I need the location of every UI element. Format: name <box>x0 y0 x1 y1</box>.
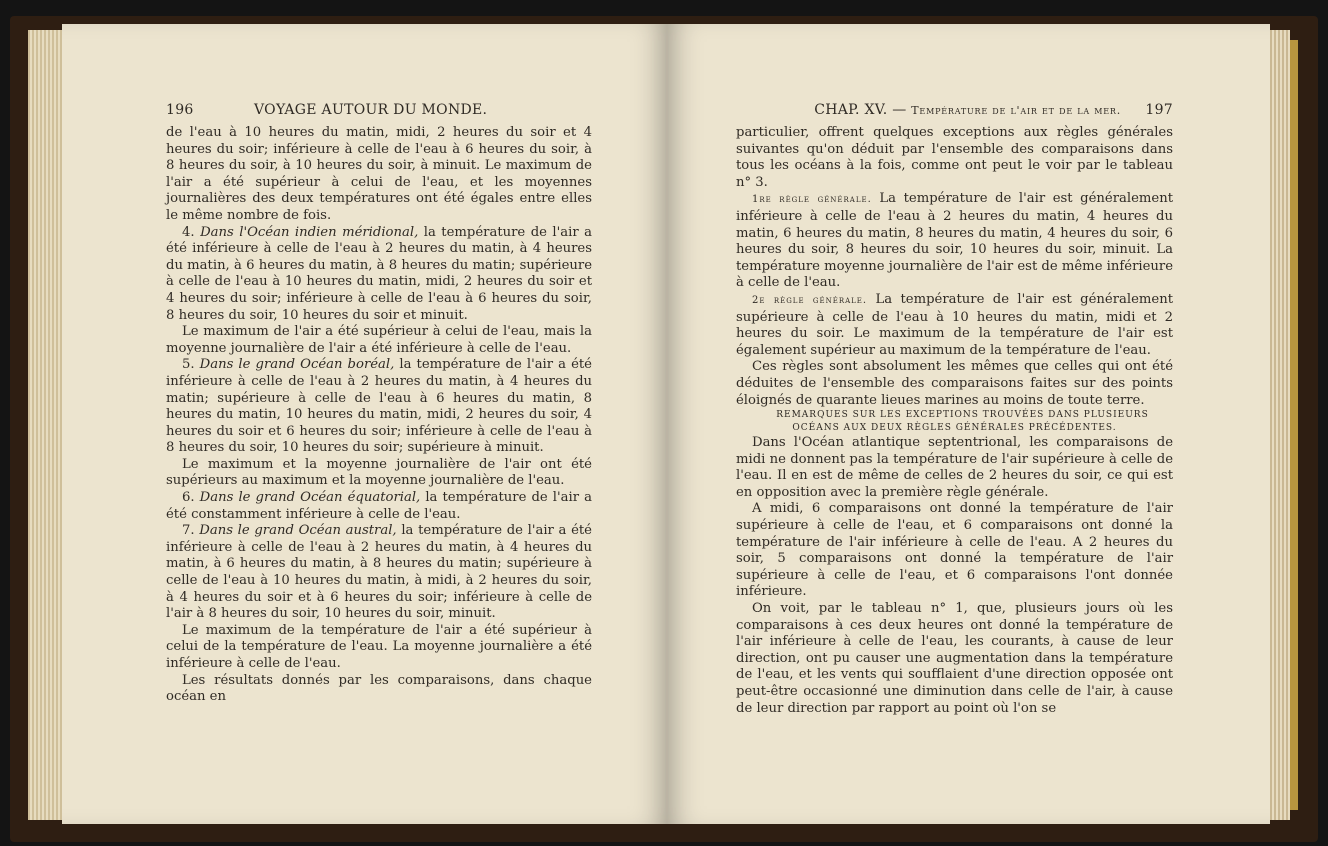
paragraph: Le maximum et la moyenne journalière de l'air ont été supérieurs au maximum et la moyenne journalière de l'eau. <box>166 456 592 489</box>
paragraph: Ces règles sont absolument les mêmes que celles qui ont été déduites de l'ensemble des comparaisons faites sur des points éloignés de quarante lieues marines au moins de toute terre. <box>736 359 1173 408</box>
paragraph: Le maximum de l'air a été supérieur à celui de l'eau, mais la moyenne journalière de l'air a été inférieure à celle de l'eau. <box>166 324 592 356</box>
rule-1-text: La température de l'air est généralement inférieure à celle de l'eau à 2 heures du matin, 4 heures du matin, 6 heures du matin, 8 heures du matin, 4 heures du soir, 6 heures du soir, 8 heures du soir, 10 heures du soir, minuit. La température moyenne journalière de l'air est de même inférieure à celle de l'eau. <box>736 191 1174 291</box>
paragraph-text: la température de l'air a été inférieure à celle de l'eau à 2 heures du matin, à 4 heures du matin, à 6 heures du matin, à 8 heures du matin; supérieure à celle de l'eau à 10 heures du matin, midi, 2 heures du soir et 4 heures du soir; inférieure à celle de l'eau à 6 heures du soir, 8 heures du soir, 10 heures du soir et minuit. <box>166 224 592 323</box>
left-page-number: 196 <box>166 102 194 118</box>
rule-2-label: 2e règle générale. <box>752 294 868 306</box>
item-number: 6. <box>182 490 195 506</box>
item-number: 4. <box>182 224 195 240</box>
paragraph-equatorial-ocean <box>166 490 592 523</box>
item-number: 5. <box>182 357 195 373</box>
left-page-body <box>166 125 592 706</box>
page-edges-right <box>1268 30 1290 820</box>
paragraph-indian-ocean <box>166 225 592 325</box>
paragraph-boreal-ocean <box>166 357 592 457</box>
paragraph: de l'eau à 10 heures du matin, midi, 2 heures du soir et 4 heures du soir; inférieure à celle de l'eau à 6 heures du soir, à 8 heures du soir, à 10 heures du soir, à minuit. Le maximum de l'air a été supérieur à celui de l'eau, et les moyennes journalières des deux températures ont été égales entre elles le même nombre de fois. <box>166 125 592 223</box>
rule-2-text: La température de l'air est généralement supérieure à celle de l'eau à 10 heures du matin, midi et 2 heures du soir. Le maximum de la température de l'air est également supérieur au maximum de la température de l'eau. <box>736 291 1174 358</box>
rule-1 <box>736 191 1173 292</box>
right-page <box>667 24 1270 824</box>
left-running-title: VOYAGE AUTOUR DU MONDE. <box>254 102 488 118</box>
left-page <box>62 24 667 824</box>
paragraph: Les résultats donnés par les comparaisons, dans chaque océan en <box>166 672 592 705</box>
chapter-label: CHAP. XV. — <box>814 102 912 118</box>
ocean-name: Dans le grand Océan austral, <box>199 523 397 539</box>
right-page-header <box>736 102 1173 122</box>
paragraph: Dans l'Océan atlantique septentrional, les comparaisons de midi ne donnent pas la température de l'air supérieure à celle de l'eau. Il en est de même de celles de 2 heures du soir, ce qui est en opposition avec la première règle générale. <box>736 435 1173 500</box>
paragraph-austral-ocean <box>166 523 592 623</box>
paragraph: A midi, 6 comparaisons ont donné la température de l'air supérieure à celle de l'eau, et 6 comparaisons ont donné la température de l'air inférieure à celle de l'eau. A 2 heures du soir, 5 comparaisons ont donné la température de l'air supérieure à celle de l'eau, et 6 comparaisons l'ont donnée inférieure. <box>736 501 1173 600</box>
section-heading: REMARQUES SUR LES EXCEPTIONS TROUVÉES DANS PLUSIEURS OCÉANS AUX DEUX RÈGLES GÉNÉRALES PRÉCÉDENTES. <box>776 410 1149 434</box>
paragraph-text: la température de l'air a été constamment inférieure à celle de l'eau. <box>166 490 592 522</box>
gilt-edge <box>1290 40 1298 810</box>
ocean-name: Dans l'Océan indien méridional, <box>200 224 419 240</box>
paragraph: particulier, offrent quelques exceptions aux règles générales suivantes qu'on déduit par l'ensemble des comparaisons dans tous les océans à la fois, comme ont peut le voir par le tableau n° 3. <box>736 125 1173 190</box>
ocean-name: Dans le grand Océan équatorial, <box>199 490 421 506</box>
chapter-title: Température de l'air et de la mer. <box>911 104 1121 117</box>
ocean-name: Dans le grand Océan boréal, <box>199 357 395 373</box>
item-number: 7. <box>182 523 195 539</box>
paragraph: On voit, par le tableau n° 1, que, plusieurs jours où les comparaisons à ces deux heures ont donné la température de l'air inférieure à celle de l'eau, les courants, à cause de leur direction, ont pu causer une augmentation dans la température de l'eau, et les vents qui soufflaient d'une direction opposée ont peut-être occasionné une diminution dans celle de l'air, à cause de leur direction par rapport au point où l'on se <box>736 601 1173 716</box>
paragraph: Le maximum de la température de l'air a été supérieur à celui de la température de l'eau. La moyenne journalière a été inférieure à celle de l'eau. <box>166 622 592 671</box>
right-page-number: 197 <box>1145 102 1173 118</box>
paragraph-text: la température de l'air a été inférieure à celle de l'eau à 2 heures du matin, à 4 heures du matin; supérieure à celle de l'eau à 6 heures du matin, 8 heures du matin, 10 heures du matin, midi, 2 heures du soir, 4 heures du soir et 6 heures du soir; inférieure à celle de l'eau à 8 heures du soir, 10 heures du soir; supérieure à minuit. <box>166 357 592 456</box>
paragraph-text: la température de l'air a été inférieure à celle de l'eau à 2 heures du matin, à 4 heures du matin, à 6 heures du matin, à 8 heures du matin; supérieure à celle de l'eau à 10 heures du matin, à midi, à 2 heures du soir, à 4 heures du soir et à 6 heures du soir; inférieure à celle de l'air à 8 heures du soir, 10 heures du soir, minuit. <box>166 523 592 622</box>
left-page-header <box>166 102 592 122</box>
rule-2 <box>736 292 1173 359</box>
rule-1-label: 1re règle générale. <box>752 194 872 206</box>
right-page-body <box>736 125 1173 717</box>
right-running-title <box>814 102 1121 118</box>
